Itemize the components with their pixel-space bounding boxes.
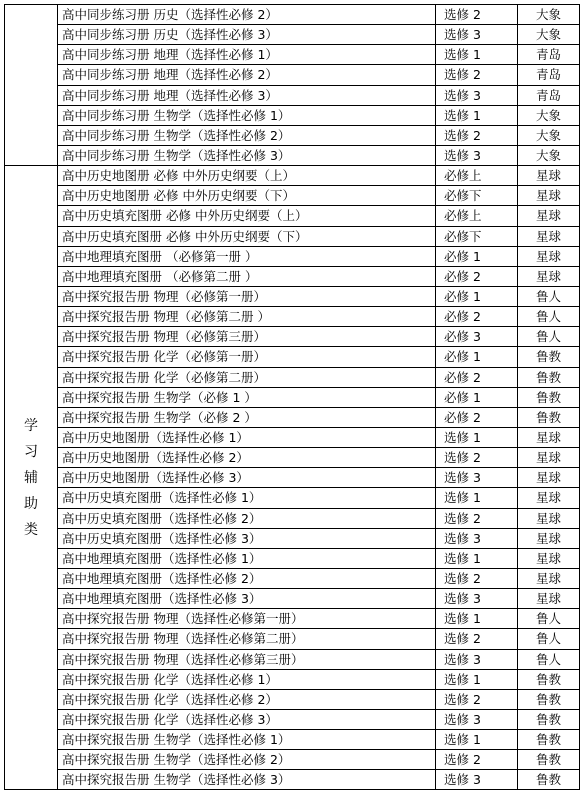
book-title-cell: 高中同步练习册 历史（选择性必修 2）: [58, 5, 436, 25]
volume-cell: 必修下: [436, 186, 518, 206]
book-title-cell: 高中同步练习册 生物学（选择性必修 2）: [58, 125, 436, 145]
publisher-cell: 鲁人: [518, 286, 580, 306]
book-title-cell: 高中探究报告册 生物学（必修 2 ）: [58, 407, 436, 427]
publisher-cell: 星球: [518, 226, 580, 246]
volume-cell: 必修 2: [436, 266, 518, 286]
publisher-cell: 鲁教: [518, 347, 580, 367]
table-row: [5, 508, 580, 528]
book-title-cell: 高中历史地图册 必修 中外历史纲要（下）: [58, 186, 436, 206]
publisher-cell: 鲁教: [518, 387, 580, 407]
volume-cell: 必修上: [436, 166, 518, 186]
publisher-cell: 星球: [518, 448, 580, 468]
book-title-cell: 高中同步练习册 生物学（选择性必修 1）: [58, 105, 436, 125]
table-row: [5, 307, 580, 327]
book-title-cell: 高中探究报告册 生物学（选择性必修 1）: [58, 730, 436, 750]
book-title-cell: 高中历史地图册（选择性必修 1）: [58, 427, 436, 447]
publisher-cell: 鲁教: [518, 770, 580, 790]
publisher-cell: 星球: [518, 246, 580, 266]
book-title-cell: 高中探究报告册 化学（必修第二册）: [58, 367, 436, 387]
book-title-cell: 高中探究报告册 物理（选择性必修第一册）: [58, 609, 436, 629]
book-title-cell: 高中同步练习册 生物学（选择性必修 3）: [58, 145, 436, 165]
table-row: [5, 105, 580, 125]
publisher-cell: 鲁教: [518, 750, 580, 770]
table-row: [5, 206, 580, 226]
volume-cell: 选修 3: [436, 528, 518, 548]
publisher-cell: 鲁教: [518, 709, 580, 729]
book-title-cell: 高中探究报告册 物理（必修第二册 ）: [58, 307, 436, 327]
table-row: [5, 407, 580, 427]
table-row: [5, 649, 580, 669]
publisher-cell: 青岛: [518, 45, 580, 65]
category-label: [24, 413, 38, 543]
publisher-cell: 大象: [518, 145, 580, 165]
publisher-cell: 星球: [518, 508, 580, 528]
book-title-cell: 高中探究报告册 生物学（必修 1 ）: [58, 387, 436, 407]
book-title-cell: 高中探究报告册 生物学（选择性必修 2）: [58, 750, 436, 770]
book-title-cell: 高中历史地图册（选择性必修 3）: [58, 468, 436, 488]
table-row: [5, 468, 580, 488]
publisher-cell: 星球: [518, 589, 580, 609]
volume-cell: 选修 3: [436, 145, 518, 165]
table-row: [5, 85, 580, 105]
table-row: [5, 528, 580, 548]
category-cell-previous: [5, 5, 58, 166]
book-title-cell: 高中历史地图册 必修 中外历史纲要（上）: [58, 166, 436, 186]
book-title-cell: 高中地理填充图册 （必修第一册 ）: [58, 246, 436, 266]
book-title-cell: 高中地理填充图册（选择性必修 1）: [58, 548, 436, 568]
volume-cell: 选修 1: [436, 730, 518, 750]
volume-cell: 选修 1: [436, 669, 518, 689]
book-title-cell: 高中历史填充图册 必修 中外历史纲要（上）: [58, 206, 436, 226]
volume-cell: 必修下: [436, 226, 518, 246]
table-row: [5, 186, 580, 206]
category-label-char: 辅: [24, 469, 38, 486]
table-row: [5, 609, 580, 629]
publisher-cell: 大象: [518, 105, 580, 125]
book-title-cell: 高中探究报告册 物理（选择性必修第三册）: [58, 649, 436, 669]
book-title-cell: 高中探究报告册 物理（必修第三册）: [58, 327, 436, 347]
book-title-cell: 高中探究报告册 化学（必修第一册）: [58, 347, 436, 367]
volume-cell: 选修 3: [436, 25, 518, 45]
book-title-cell: 高中历史填充图册（选择性必修 2）: [58, 508, 436, 528]
volume-cell: 选修 3: [436, 468, 518, 488]
publisher-cell: 鲁人: [518, 629, 580, 649]
book-title-cell: 高中探究报告册 物理（必修第一册）: [58, 286, 436, 306]
table-row: [5, 286, 580, 306]
volume-cell: 选修 1: [436, 105, 518, 125]
book-title-cell: 高中探究报告册 化学（选择性必修 1）: [58, 669, 436, 689]
category-label-char: 类: [24, 521, 38, 538]
publisher-cell: 鲁人: [518, 649, 580, 669]
volume-cell: 必修 1: [436, 246, 518, 266]
publisher-cell: 星球: [518, 427, 580, 447]
table-row: [5, 689, 580, 709]
table-row: [5, 45, 580, 65]
volume-cell: 选修 2: [436, 508, 518, 528]
volume-cell: 选修 1: [436, 488, 518, 508]
publisher-cell: 星球: [518, 186, 580, 206]
volume-cell: 必修 2: [436, 407, 518, 427]
volume-cell: 选修 3: [436, 649, 518, 669]
publisher-cell: 星球: [518, 488, 580, 508]
table-row: [5, 387, 580, 407]
book-title-cell: 高中同步练习册 历史（选择性必修 3）: [58, 25, 436, 45]
table-row: [5, 65, 580, 85]
volume-cell: 选修 2: [436, 568, 518, 588]
volume-cell: 选修 3: [436, 709, 518, 729]
volume-cell: 必修 1: [436, 347, 518, 367]
table-row: [5, 589, 580, 609]
table-row: [5, 629, 580, 649]
table-row: [5, 266, 580, 286]
table-row: [5, 166, 580, 186]
publisher-cell: 鲁人: [518, 327, 580, 347]
publisher-cell: 鲁教: [518, 669, 580, 689]
volume-cell: 必修 1: [436, 387, 518, 407]
table-row: [5, 226, 580, 246]
book-title-cell: 高中历史填充图册 必修 中外历史纲要（下）: [58, 226, 436, 246]
table-row: [5, 25, 580, 45]
table-row: [5, 709, 580, 729]
publisher-cell: 星球: [518, 548, 580, 568]
table-row: [5, 488, 580, 508]
book-title-cell: 高中探究报告册 化学（选择性必修 2）: [58, 689, 436, 709]
category-cell-study-aids: [5, 166, 58, 790]
publisher-cell: 星球: [518, 206, 580, 226]
table-row: [5, 427, 580, 447]
table-row: [5, 367, 580, 387]
publisher-cell: 鲁教: [518, 689, 580, 709]
publisher-cell: 鲁教: [518, 730, 580, 750]
publisher-cell: 大象: [518, 5, 580, 25]
volume-cell: 选修 3: [436, 770, 518, 790]
volume-cell: 选修 2: [436, 689, 518, 709]
volume-cell: 选修 2: [436, 65, 518, 85]
book-title-cell: 高中探究报告册 生物学（选择性必修 3）: [58, 770, 436, 790]
table-row: [5, 448, 580, 468]
table-row: [5, 568, 580, 588]
book-title-cell: 高中探究报告册 化学（选择性必修 3）: [58, 709, 436, 729]
book-list-body: [5, 5, 580, 790]
volume-cell: 选修 2: [436, 125, 518, 145]
publisher-cell: 鲁教: [518, 367, 580, 387]
book-title-cell: 高中地理填充图册 （必修第二册 ）: [58, 266, 436, 286]
table-row: [5, 750, 580, 770]
publisher-cell: 大象: [518, 125, 580, 145]
publisher-cell: 大象: [518, 25, 580, 45]
publisher-cell: 鲁教: [518, 407, 580, 427]
publisher-cell: 青岛: [518, 85, 580, 105]
volume-cell: 必修 2: [436, 367, 518, 387]
publisher-cell: 星球: [518, 468, 580, 488]
table-row: [5, 246, 580, 266]
volume-cell: 选修 1: [436, 609, 518, 629]
book-title-cell: 高中同步练习册 地理（选择性必修 2）: [58, 65, 436, 85]
publisher-cell: 鲁人: [518, 609, 580, 629]
volume-cell: 必修 1: [436, 286, 518, 306]
table-row: [5, 125, 580, 145]
publisher-cell: 星球: [518, 166, 580, 186]
volume-cell: 选修 2: [436, 5, 518, 25]
table-row: [5, 347, 580, 367]
volume-cell: 选修 1: [436, 45, 518, 65]
book-title-cell: 高中历史地图册（选择性必修 2）: [58, 448, 436, 468]
publisher-cell: 星球: [518, 266, 580, 286]
table-row: [5, 145, 580, 165]
publisher-cell: 星球: [518, 568, 580, 588]
category-label-char: 助: [24, 495, 38, 512]
table-row: [5, 5, 580, 25]
volume-cell: 必修上: [436, 206, 518, 226]
volume-cell: 选修 1: [436, 548, 518, 568]
volume-cell: 选修 2: [436, 750, 518, 770]
volume-cell: 选修 3: [436, 589, 518, 609]
book-title-cell: 高中历史填充图册（选择性必修 1）: [58, 488, 436, 508]
book-title-cell: 高中历史填充图册（选择性必修 3）: [58, 528, 436, 548]
category-label-char: 学: [24, 417, 38, 434]
table-row: [5, 548, 580, 568]
table-row: [5, 730, 580, 750]
book-title-cell: 高中地理填充图册（选择性必修 2）: [58, 568, 436, 588]
volume-cell: 选修 2: [436, 448, 518, 468]
book-title-cell: 高中同步练习册 地理（选择性必修 3）: [58, 85, 436, 105]
publisher-cell: 星球: [518, 528, 580, 548]
book-list-table: [4, 4, 580, 790]
volume-cell: 必修 3: [436, 327, 518, 347]
publisher-cell: 鲁人: [518, 307, 580, 327]
volume-cell: 选修 1: [436, 427, 518, 447]
volume-cell: 必修 2: [436, 307, 518, 327]
table-row: [5, 669, 580, 689]
volume-cell: 选修 2: [436, 629, 518, 649]
table-row: [5, 770, 580, 790]
book-title-cell: 高中同步练习册 地理（选择性必修 1）: [58, 45, 436, 65]
volume-cell: 选修 3: [436, 85, 518, 105]
publisher-cell: 青岛: [518, 65, 580, 85]
book-title-cell: 高中探究报告册 物理（选择性必修第二册）: [58, 629, 436, 649]
book-title-cell: 高中地理填充图册（选择性必修 3）: [58, 589, 436, 609]
category-label-char: 习: [24, 443, 38, 460]
table-row: [5, 327, 580, 347]
